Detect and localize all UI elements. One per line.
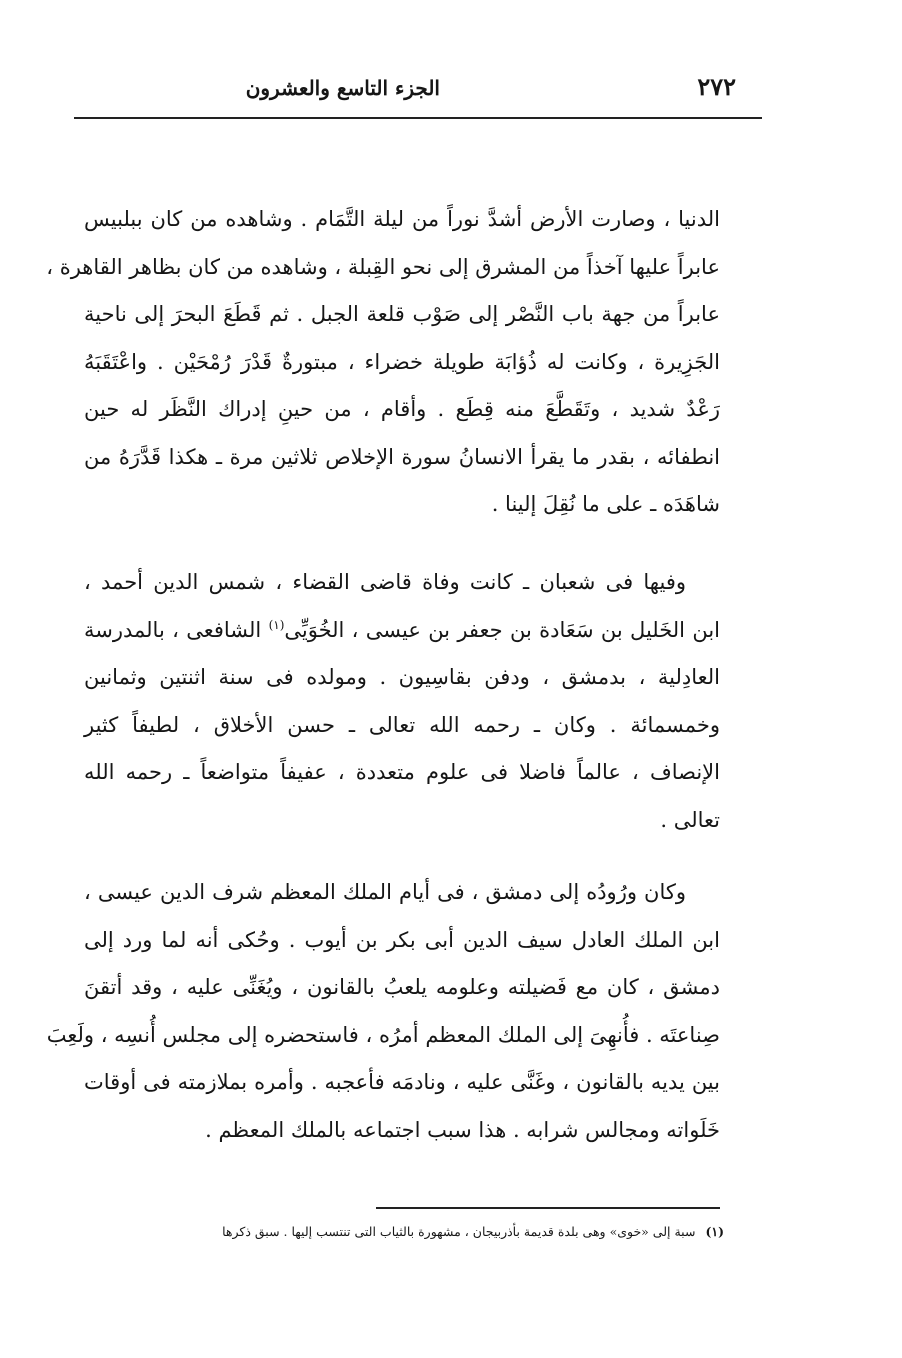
text-line: ابن الملك العادل سيف الدين أبى بكر بن أيوب . وحُكى أنه لما ورد إلى — [84, 927, 720, 952]
text-line: رَعْدٌ شديد ، وتَقَطَّعَ منه قِطَع . وأقام ، من حينِ إدراك النَّظَر له حين — [84, 397, 720, 421]
text-line: الدنيا ، وصارت الأرض أشدَّ نوراً من ليلة التَّمَام . وشاهده من كان ببلبيس — [84, 207, 720, 231]
text-line-with-footnote-ref — [84, 607, 720, 655]
text-line: عابراً من جهة باب النَّصْر إلى صَوْب قلعة الجبل . ثم قَطَعَ البحرَ إلى ناحية — [84, 302, 720, 326]
text-line: الجَزِيرة ، وكانت له ذُؤابَة طويلة خضراء ، مبتورةٌ قَدْرَ رُمْحَيْن . واعْتَقَبَهُ — [84, 349, 720, 374]
running-title: الجزء التاسع والعشرون — [245, 76, 440, 100]
paragraph-1 — [46, 196, 720, 529]
paragraph-3 — [46, 869, 720, 1154]
text-line: صِناعتَه . فأُنهِىَ إلى الملك المعظم أمرُه ، فاستحضره إلى مجلس أُنسِه ، ولَعِبَ — [46, 1022, 720, 1047]
footnote-ref[interactable]: (١) — [268, 617, 285, 632]
text-line: بين يديه بالقانون ، وغَنَّى عليه ، ونادمَه فأعجبه . وأمره بملازمته فى أوقات — [84, 1070, 720, 1094]
page-header — [74, 70, 762, 110]
footnote-marker: (١) — [705, 1224, 724, 1239]
text-line: تعالى . — [660, 807, 720, 832]
paragraph-2 — [84, 559, 720, 844]
footnote-text: سبة إلى «خوى» وهى بلدة قديمة بأذربيجان ، مشهورة بالثياب التى تنتسب إليها . سبق ذكرها — [222, 1224, 696, 1239]
header-rule — [74, 117, 762, 119]
text-line: دمشق ، كان مع فَضيلته وعلومه يلعبُ بالقانون ، ويُغَنِّى عليه ، وقد أتقنَ — [84, 975, 720, 999]
text-line: خَلَواته ومجالس شرابه . هذا سبب اجتماعه بالملك المعظم . — [205, 1117, 720, 1142]
text-line: انطفائه ، بقدر ما يقرأ الانسانُ سورة الإخلاص ثلاثين مرة ـ هكذا قَدَّرَهُ من — [84, 444, 720, 469]
text-line: العادِلية ، بدمشق ، ودفن بقاسِيون . ومولده فى سنة اثنتين وثمانين — [84, 665, 720, 689]
text-line: عابراً عليها آخذاً من المشرق إلى نحو القِبلة ، وشاهده من كان بظاهر القاهرة ، — [46, 254, 720, 279]
footnote-rule — [376, 1207, 720, 1209]
text-fragment: الشافعى ، بالمدرسة — [84, 617, 269, 642]
text-line: وفيها فى شعبان ـ كانت وفاة قاضى القضاء ، شمس الدين أحمد ، — [84, 570, 686, 594]
text-line: وكان ورُودُه إلى دمشق ، فى أيام الملك المعظم شرف الدين عيسى ، — [84, 880, 686, 904]
page-number: ٢٧٢ — [697, 72, 736, 101]
text-fragment: ابن الخَليل بن سَعَادة بن جعفر بن عيسى ، الخُوَيِّى — [284, 617, 720, 642]
footnote — [84, 1224, 724, 1239]
text-line: وخمسمائة . وكان ـ رحمه الله تعالى ـ حسن الأخلاق ، لطيفاً كثير — [84, 712, 720, 737]
text-line: الإنصاف ، عالماً فاضلا فى علوم متعددة ، عفيفاً متواضعاً ـ رحمه الله — [84, 760, 720, 784]
text-line: شاهَدَه ـ على ما نُقِلَ إلينا . — [491, 492, 720, 516]
